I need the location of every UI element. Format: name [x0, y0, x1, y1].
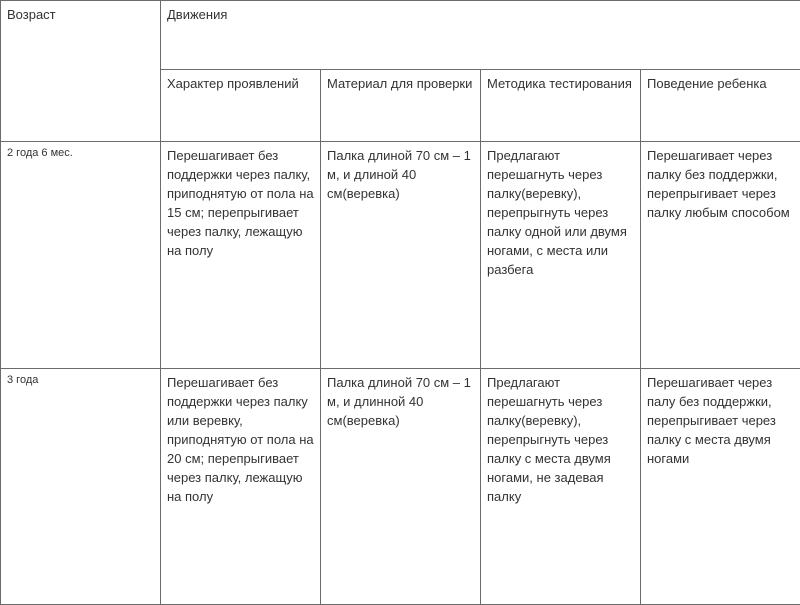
header-row-1	[1, 1, 800, 70]
row-cell-character: Перешагивает без поддержки через палку, приподнятую от пола на 15 см; перепрыгивает через палку, лежащую на полу	[161, 142, 321, 369]
row-age: 2 года 6 мес.	[1, 142, 161, 369]
row-cell-method: Предлагают перешагнуть через палку(веревку), перепрыгнуть через палку с места двумя ногами, не задевая палку	[481, 369, 641, 605]
table-row	[1, 142, 800, 369]
header-col-material: Материал для проверки	[321, 70, 481, 142]
row-cell-material: Палка длиной 70 см – 1 м, и длинной 40 см(веревка)	[321, 369, 481, 605]
row-cell-behavior: Перешагивает через палу без поддержки, перепрыгивает через палку с места двумя ногами	[641, 369, 800, 605]
row-cell-behavior: Перешагивает через палку без поддержки, перепрыгивает через палку любым способом	[641, 142, 800, 369]
header-col-character: Характер проявлений	[161, 70, 321, 142]
row-age: 3 года	[1, 369, 161, 605]
header-col-behavior: Поведение ребенка	[641, 70, 800, 142]
header-col-method: Методика тестирования	[481, 70, 641, 142]
row-cell-material: Палка длиной 70 см – 1 м, и длиной 40 см(веревка)	[321, 142, 481, 369]
row-cell-character: Перешагивает без поддержки через палку или веревку, приподнятую от пола на 20 см; перепрыгивает через палку, лежащую на полу	[161, 369, 321, 605]
row-cell-method: Предлагают перешагнуть через палку(веревку), перепрыгнуть через палку одной или двумя ногами, с места или разбега	[481, 142, 641, 369]
header-age: Возраст	[1, 1, 161, 142]
table-row	[1, 369, 800, 605]
header-movements: Движения	[161, 1, 800, 70]
